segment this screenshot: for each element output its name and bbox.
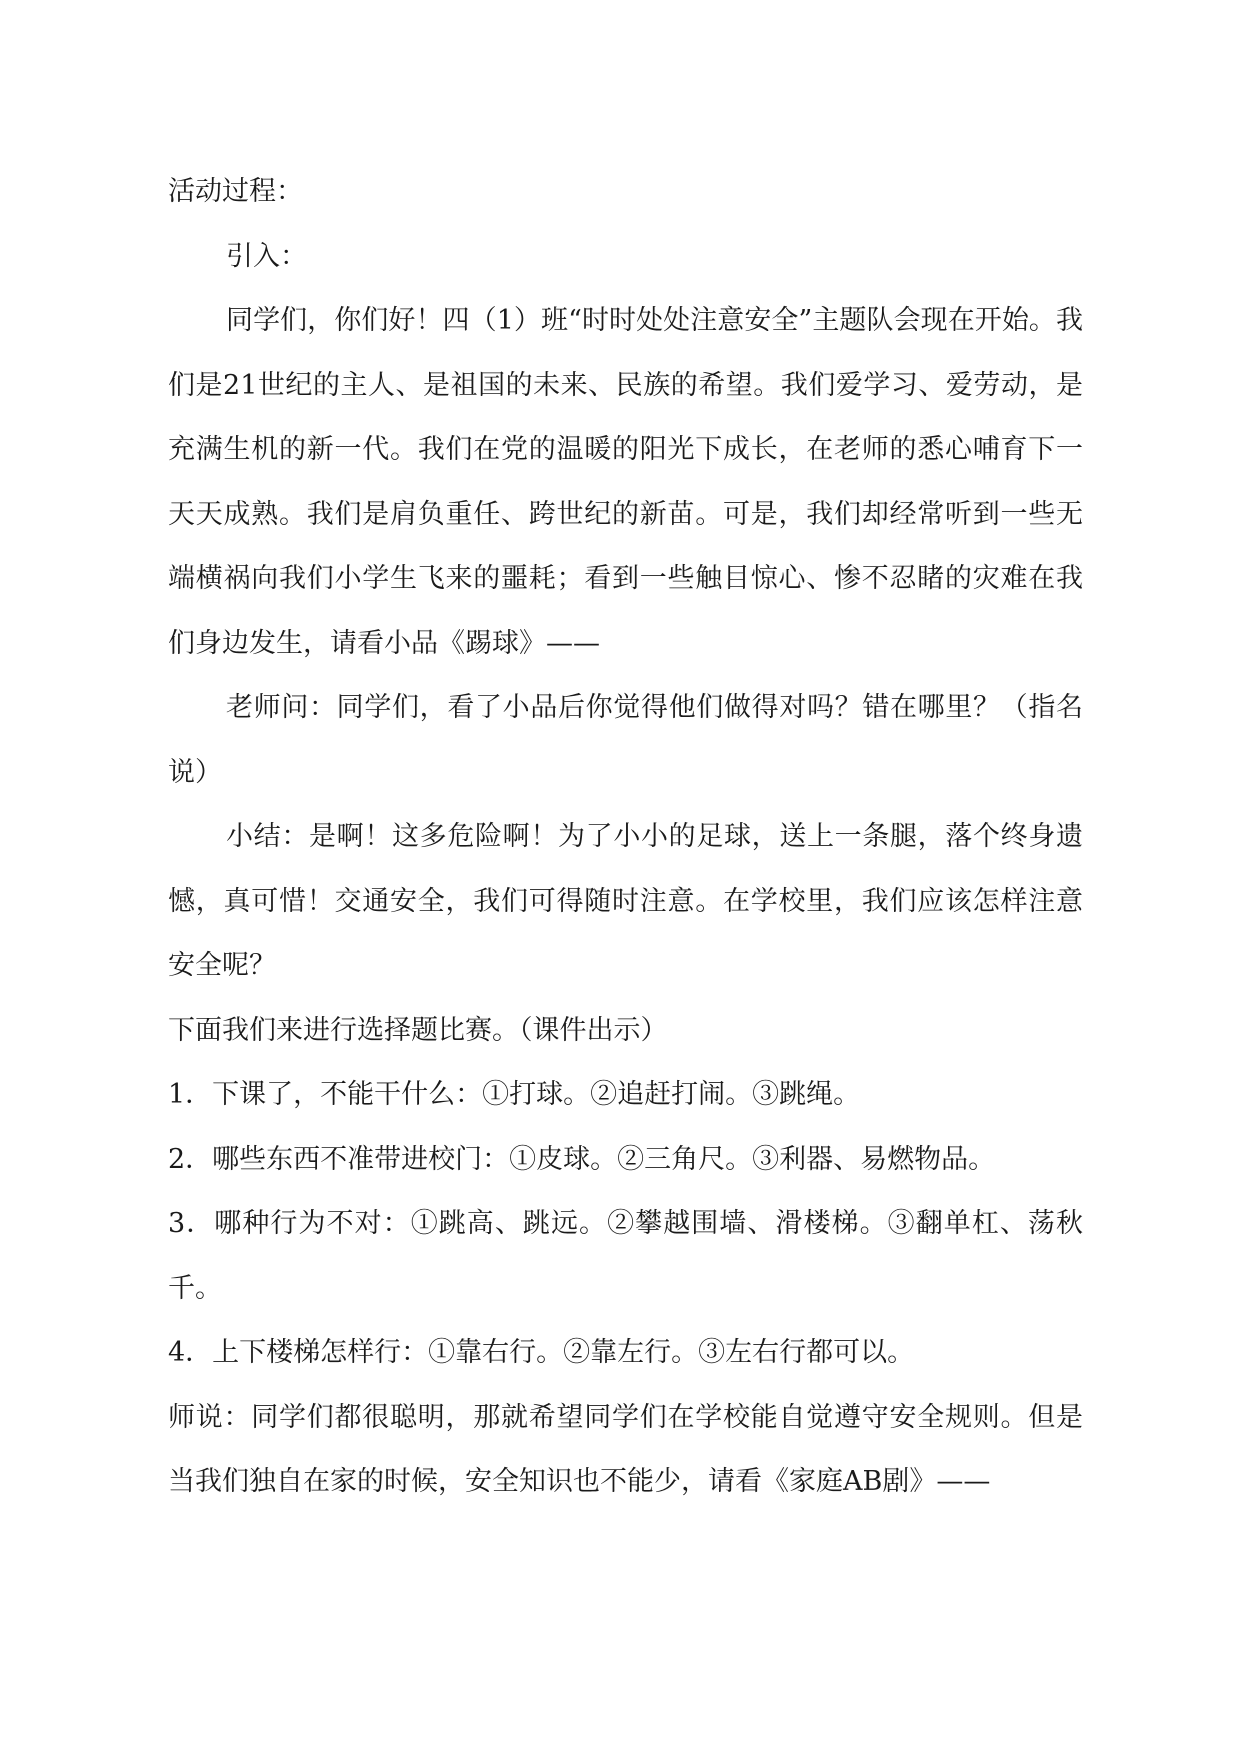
intro-label: 引入：: [226, 240, 307, 272]
quiz-item: 3．哪种行为不对：①跳高、跳远。②攀越围墙、滑楼梯。③翻单杠、荡秋千。: [168, 1208, 1083, 1304]
teacher-question: 老师问：同学们，看了小品后你觉得他们做得对吗？错在哪里？（指名说）: [168, 692, 1083, 788]
section-heading: 活动过程：: [168, 176, 303, 207]
quiz-item: 4．上下楼梯怎样行：①靠右行。②靠左行。③左右行都可以。: [168, 1337, 915, 1368]
quiz-item: 1．下课了，不能干什么：①打球。②追赶打闹。③跳绳。: [168, 1079, 861, 1110]
summary-paragraph: 小结：是啊！这多危险啊！为了小小的足球，送上一条腿，落个终身遗憾，真可惜！交通安全，我们可得随时注意。在学校里，我们应该怎样注意安全呢？: [168, 821, 1083, 981]
quiz-intro: 下面我们来进行选择题比赛。（课件出示）: [168, 1014, 668, 1046]
document-page: [168, 160, 1083, 1515]
opening-paragraph: 同学们，你们好！四（1）班“时时处处注意安全”主题队会现在开始。我们是21世纪的主人、是祖国的未来、民族的希望。我们爱学习、爱劳动，是充满生机的新一代。我们在党的温暖的阳光下成长，在老师的悉心哺育下一天天成熟。我们是肩负重任、跨世纪的新苗。可是，我们却经常听到一些无端横祸向我们小学生飞来的噩耗；看到一些触目惊心、惨不忍睹的灾难在我们身边发生，请看小品《踢球》——: [168, 305, 1083, 659]
quiz-item: 2．哪些东西不准带进校门：①皮球。②三角尺。③利器、易燃物品。: [168, 1143, 996, 1175]
teacher-says-paragraph: 师说：同学们都很聪明，那就希望同学们在学校能自觉遵守安全规则。但是当我们独自在家的时候，安全知识也不能少，请看《家庭AB剧》——: [168, 1401, 1083, 1497]
